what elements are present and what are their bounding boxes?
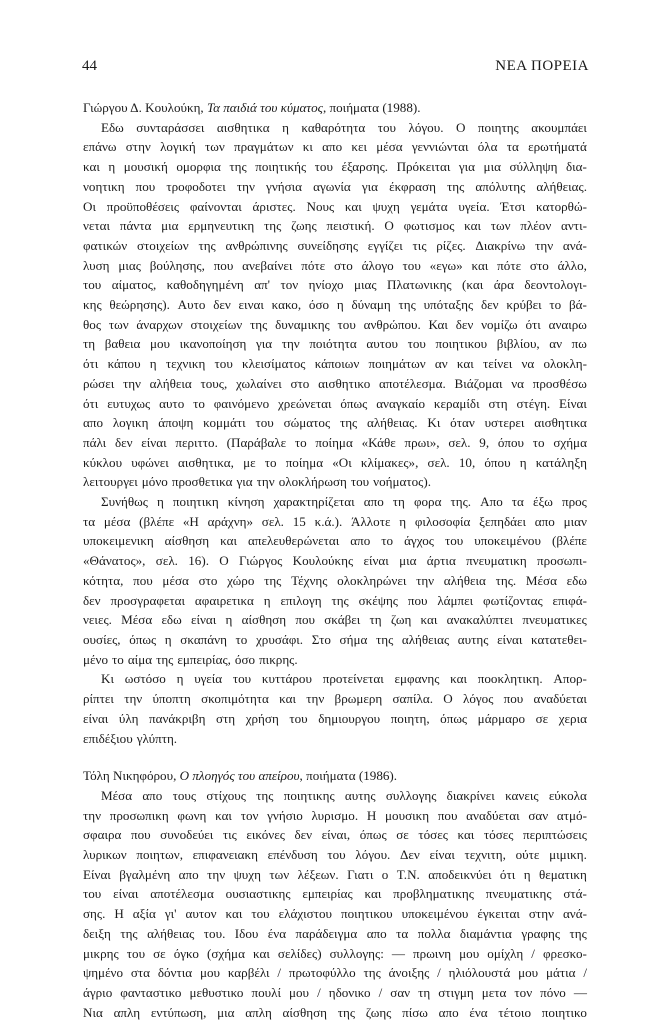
text-line: δεν προσγραφεται αφαιρετικα η επιλογη της σκέψης που λάμπει φωτίζοντας επιφά- bbox=[83, 592, 587, 608]
text-line: και η μουσική ομορφια της ποιητικής του έξαρσης. Πρόκειται για μια σύλληψη δια- bbox=[83, 159, 587, 175]
text-line: ψημένο στα δόντια μου καρβέλι / πρωτοφύλλο της άνοιξης / ηλιόλουστά μου μάτια / bbox=[83, 965, 587, 981]
text-line: κης θεώρησης). Αυτο δεν ειναι κακο, όσο η δύναμη της υπόταξης δεν κρύβει το βά- bbox=[83, 297, 587, 313]
journal-title: ΝΕΑ ΠΟΡΕΙΑ bbox=[495, 58, 589, 74]
text-line: τα μέσα (βλέπε «Η αράχνη» σελ. 15 κ.ά.). Άλλοτε η φιλοσοφία ξεπηδάει απο μιαν bbox=[83, 513, 587, 529]
text-line: απο λογικη άποψη κομμάτι του σώματος της αλήθειας. Κι όταν υστερει αισθητικα bbox=[83, 415, 587, 431]
text-line: «Θάνατος», σελ. 16). Ο Γιώργος Κουλούκης είναι μια άρτια πνευματικη προσωπι- bbox=[83, 553, 587, 569]
text-line: ότι ευτυχως αυτο το φαινόμενο χρεώνεται όπως αναγκαίο κεραμίδι στη στέγη. Είναι bbox=[83, 395, 587, 411]
review-2-book-title: Ο πλοηγός του απείρου bbox=[179, 768, 300, 784]
page-number: 44 bbox=[82, 58, 97, 74]
review-1-book-title: Τα παιδιά του κύματος bbox=[206, 100, 323, 115]
text-line: τη βαθεια μου ικανοποίηση για την ποιότητα αυτου του ποιητικου βιβλίου, αν πω bbox=[83, 336, 587, 352]
text-line: νοητικη που τροφοδοτει την γνήσια αγωνία για έκφραση της απόλυτης αλήθειας. bbox=[83, 178, 587, 194]
text-line: λειτουργει μόνο προσθετικα για την ολοκλήρωση του νοήματος). bbox=[83, 474, 431, 490]
review-1-genre: , ποιήματα (1988). bbox=[322, 100, 421, 115]
text-line: λυση μιας βούλησης, που ανεβαίνει πότε στο άλογο του «εγω» και πότε στο άλλο, bbox=[83, 257, 587, 273]
text-line: την προσωπικη φωνη και τον γνήσιο λυρισμο. Η μουσικη που αναδύεται σαν ατμό- bbox=[83, 807, 587, 823]
text-line: του είναι αποτέλεσμα ουσιαστικης εμπειρίας και προβληματικης πνευματικης στά- bbox=[83, 886, 587, 902]
text-line: θος των άναρχων στοιχείων της δυναμικης του ανθρώπου. Και δεν νομίζω ότι αναιρω bbox=[83, 316, 587, 332]
text-line: άγριο φανταστικο μεθυστικο πουλί μου / ηδονικο / σαν τη στιγμη μετα τον πόνο — bbox=[83, 984, 587, 1000]
text-line: ουσίες, όπως η σκαπάνη το χρυσάφι. Στο σήμα της αλήθειας αυτης είναι κατατεθει- bbox=[83, 631, 587, 647]
text-line: νεται πάντα μια ερμηνευτικη της ζωης πειστική. Ο φωτισμος και των πλέον αντι- bbox=[83, 218, 587, 234]
text-line: κότητα, που μέσα στο χώρο της Τέχνης ολοκληρώνει την αλήθεια της. Μέσα εδω bbox=[83, 572, 587, 588]
running-header bbox=[82, 58, 589, 75]
review-1-heading bbox=[83, 98, 587, 118]
text-line: επάνω στην λογική των πραγμάτων κι απο κει μέσα γεννιώνται όλα τα ερωτήματά bbox=[83, 139, 587, 155]
text-line: σης. Η αξία γι' αυτον και του ελάχιστου ποιητικου υποκειμένου έγκειται στην ανά- bbox=[83, 906, 587, 922]
text-line: Εδω συνταράσσει αισθητικα η καθαρότητα του λόγου. Ο ποιητης ακουμπάει bbox=[101, 119, 587, 135]
text-line: ρώσει την αλήθεια τους, χωλαίνει στο αισθητικο αποτέλεσμα. Βιάζομαι να προσθέσω bbox=[83, 375, 587, 391]
text-line: του αίματος, καθοδηγημένη απ' τον ηνίοχο μιας Πλατωνικης (και άρα δεοντολογι- bbox=[83, 277, 587, 293]
review-2-genre: , ποιήματα (1986). bbox=[299, 768, 398, 784]
text-line: μικρης του σε όγκο (σχήμα και σελίδες) συλλογης: — πρωινη μου ομίχλη / φρεσκο- bbox=[83, 945, 587, 961]
text-line: σφαιρα που συνοδεύει τις εικόνες δεν είναι, όπως σε τόσες και τόσες περιπτώσεις bbox=[83, 827, 587, 843]
page-body bbox=[83, 98, 587, 1022]
text-line: Νια απλη εντύπωση, μια απλη αίσθηση της ζωης πίσω απο ένα τέτοιο ποιητικο bbox=[83, 1004, 587, 1020]
text-line: Οι προϋποθέσεις φαίνονται άριστες. Νους και ψυχη γεμάτα υγεία. Έτσι κατορθώ- bbox=[83, 198, 587, 214]
text-line: ρίπτει την ύποπτη σκοπιμότητα και την βρωμερη σαπίλα. Ο λόγος που αναδύεται bbox=[83, 691, 587, 707]
text-line: είναι ύλη πανάκριβη στη χρήση του δημιουργου ποιητη, όπως μάρμαρο σε χερια bbox=[83, 710, 587, 726]
review-1-text bbox=[83, 118, 587, 749]
text-line: ότι κάπου η τεχνικη του κλεισίματος κάποιων ποιημάτων αν και τείνει να ολοκλη- bbox=[83, 356, 587, 372]
review-2-heading bbox=[83, 766, 587, 786]
text-line: Μέσα απο τους στίχους της ποιητικης αυτης συλλογης διακρίνει κανεις εύκολα bbox=[101, 787, 587, 803]
text-line: πάλι δεν είναι περιττο. (Παράβαλε το ποίημα «Κάθε πρωι», σελ. 9, όπου το σχήμα bbox=[83, 434, 587, 450]
text-line: μένο το αίμα της εμπειρίας, όσο πικρης. bbox=[83, 651, 298, 667]
text-line: Κι ωστόσο η υγεία του κυττάρου προτείνεται εμφανης και ποοκλητικη. Απορ- bbox=[101, 671, 587, 687]
text-line: δειξη της αλήθειας του. Ιδου ένα παράδειγμα απο τα πολλα διαμάντια γραφης της bbox=[83, 925, 587, 941]
review-2-author: Τόλη Νικηφόρου, bbox=[83, 768, 180, 784]
review-2-text bbox=[83, 786, 587, 1022]
text-line: υποκειμενικη αίσθηση και απελευθερώνεται απο το άγχος του υποκειμένου (βλέπε bbox=[83, 533, 587, 549]
text-line: επιδέξιου γλύπτη. bbox=[83, 730, 178, 746]
text-line: Συνήθως η ποιητικη κίνηση χαρακτηρίζεται απο τη φορα της. Απο τα έξω προς bbox=[101, 494, 587, 510]
review-1-author: Γιώργου Δ. Κουλούκη, bbox=[83, 100, 207, 115]
text-line: λυρικων ποιητων, επιφανειακη επένδυση του λόγου. Δεν είναι τεχνιτη, ούτε μιμικη. bbox=[83, 847, 587, 863]
text-line: κύκλου υφώνει αισθητικα, με το ποίημα «Οι κλίμακες», σελ. 10, όπου η κατάληξη bbox=[83, 454, 587, 470]
text-line: Είναι βγαλμένη απο την ψυχη των λέξεων. Γιατι ο Τ.Ν. αποδεικνύει ότι η θεματικη bbox=[83, 866, 587, 882]
text-line: φατικών στοιχείων της ανθρώπινης συνείδησης εγγίζει τις ρίζες. Διακρίνω την ανά- bbox=[83, 237, 587, 253]
text-line: νειες. Μέσα εδω είναι η αίσθηση που σκάβει τη ζωη και ανακαλύπτει πνευματικες bbox=[83, 612, 587, 628]
